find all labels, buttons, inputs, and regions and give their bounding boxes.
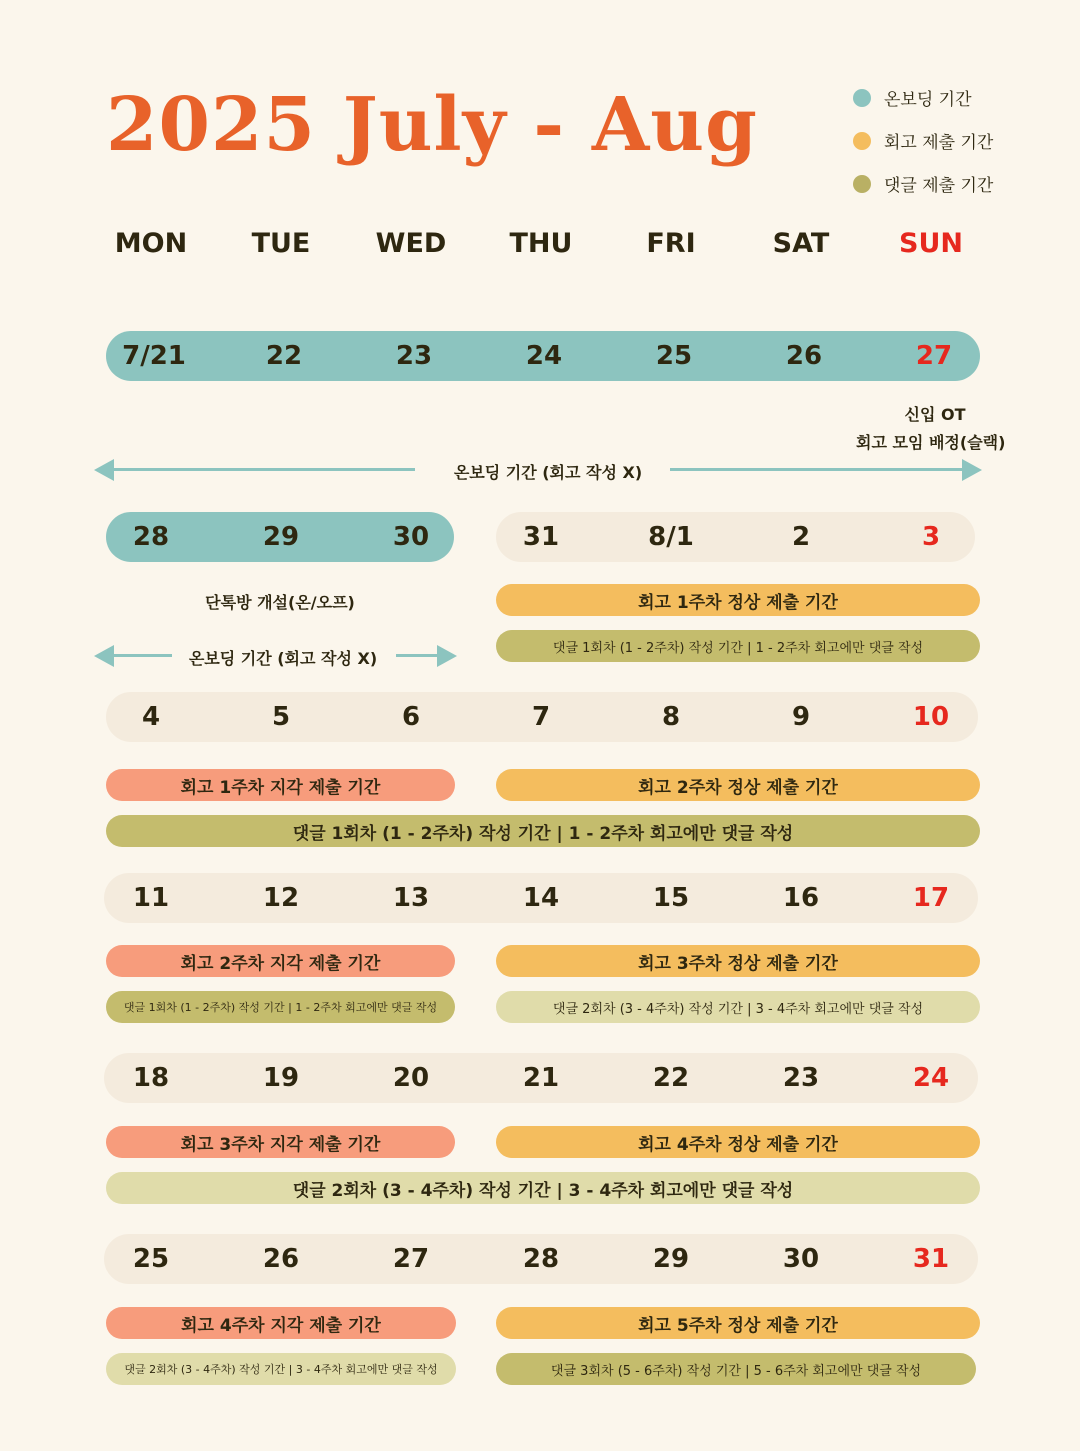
day-cell-sunday: 24 xyxy=(912,1063,950,1093)
legend-item-onboarding xyxy=(853,85,972,110)
legend-label: 온보딩 기간 xyxy=(884,90,972,110)
legend-dot-retro xyxy=(853,132,871,150)
day-cell-sunday: 10 xyxy=(912,702,950,732)
day-cell: 25 xyxy=(132,1244,170,1274)
note-open-room: 단톡방 개설(온/오프) xyxy=(205,593,355,612)
weekday-sat: SAT xyxy=(772,228,830,259)
day-cell: 29 xyxy=(652,1244,690,1274)
event-retro-4-regular: 회고 4주차 정상 제출 기간 xyxy=(496,1126,980,1158)
event-comment-2-tail: 댓글 2회차 (3 - 4주차) 작성 기간 | 3 - 4주차 회고에만 댓글 작성 xyxy=(106,1353,456,1385)
day-cell: 18 xyxy=(132,1063,170,1093)
weekday-fri: FRI xyxy=(646,228,696,259)
day-cell: 9 xyxy=(791,702,811,732)
event-retro-1-late: 회고 1주차 지각 제출 기간 xyxy=(106,769,455,801)
day-cell: 8/1 xyxy=(648,522,694,552)
day-cell: 16 xyxy=(782,883,820,913)
day-cell: 12 xyxy=(262,883,300,913)
day-cell-sunday: 27 xyxy=(915,341,953,371)
day-cell: 14 xyxy=(522,883,560,913)
day-cell: 7 xyxy=(531,702,551,732)
legend-label: 댓글 제출 기간 xyxy=(884,176,994,196)
arrow-line xyxy=(670,468,970,471)
weekday-wed: WED xyxy=(375,228,447,259)
note-onboarding-period-short: 온보딩 기간 (회고 작성 X) xyxy=(188,649,378,668)
event-retro-4-late: 회고 4주차 지각 제출 기간 xyxy=(106,1307,456,1339)
day-cell: 27 xyxy=(392,1244,430,1274)
weekday-tue: TUE xyxy=(251,228,311,259)
note-ot: 신입 OT xyxy=(904,405,966,424)
event-comment-1-tail: 댓글 1회차 (1 - 2주차) 작성 기간 | 1 - 2주차 회고에만 댓글 작성 xyxy=(106,991,455,1023)
day-cell-sunday: 17 xyxy=(912,883,950,913)
day-cell: 26 xyxy=(262,1244,300,1274)
day-cell: 28 xyxy=(132,522,170,552)
event-retro-2-regular: 회고 2주차 정상 제출 기간 xyxy=(496,769,980,801)
day-cell: 24 xyxy=(525,341,563,371)
day-cell: 19 xyxy=(262,1063,300,1093)
event-retro-2-late: 회고 2주차 지각 제출 기간 xyxy=(106,945,455,977)
day-cell: 30 xyxy=(392,522,430,552)
event-retro-3-regular: 회고 3주차 정상 제출 기간 xyxy=(496,945,980,977)
day-cell-sunday: 3 xyxy=(921,522,941,552)
arrow-right-icon xyxy=(437,645,457,667)
day-cell: 22 xyxy=(652,1063,690,1093)
event-comment-1: 댓글 1회차 (1 - 2주차) 작성 기간 | 1 - 2주차 회고에만 댓글 작성 xyxy=(496,630,980,662)
day-cell: 22 xyxy=(265,341,303,371)
note-onboarding-period: 온보딩 기간 (회고 작성 X) xyxy=(453,463,643,482)
event-retro-5-regular: 회고 5주차 정상 제출 기간 xyxy=(496,1307,980,1339)
day-cell: 20 xyxy=(392,1063,430,1093)
arrow-line xyxy=(396,654,442,657)
day-cell: 29 xyxy=(262,522,300,552)
day-cell: 15 xyxy=(652,883,690,913)
day-cell: 11 xyxy=(132,883,170,913)
calendar-title: 2025 July - Aug xyxy=(106,82,758,168)
day-cell: 23 xyxy=(782,1063,820,1093)
day-cell-sunday: 31 xyxy=(912,1244,950,1274)
arrow-line xyxy=(110,654,172,657)
weekday-thu: THU xyxy=(509,228,573,259)
day-cell: 25 xyxy=(655,341,693,371)
day-cell: 28 xyxy=(522,1244,560,1274)
legend-dot-comment xyxy=(853,175,871,193)
event-retro-1-regular: 회고 1주차 정상 제출 기간 xyxy=(496,584,980,616)
day-cell: 4 xyxy=(141,702,161,732)
day-cell: 30 xyxy=(782,1244,820,1274)
day-cell: 23 xyxy=(395,341,433,371)
legend-item-comment xyxy=(853,171,993,196)
weekday-mon: MON xyxy=(114,228,188,259)
weekday-sun: SUN xyxy=(899,228,963,259)
arrow-right-icon xyxy=(962,459,982,481)
day-cell: 8 xyxy=(661,702,681,732)
day-cell: 6 xyxy=(401,702,421,732)
day-cell: 5 xyxy=(271,702,291,732)
event-retro-3-late: 회고 3주차 지각 제출 기간 xyxy=(106,1126,455,1158)
day-cell: 13 xyxy=(392,883,430,913)
event-comment-2: 댓글 2회차 (3 - 4주차) 작성 기간 | 3 - 4주차 회고에만 댓글 작성 xyxy=(496,991,980,1023)
day-cell: 31 xyxy=(522,522,560,552)
note-group-assign: 회고 모임 배정(슬랙) xyxy=(856,433,1006,452)
day-cell: 7/21 xyxy=(122,341,186,371)
legend-label: 회고 제출 기간 xyxy=(884,133,994,153)
legend-item-retro xyxy=(853,128,993,153)
event-comment-2-full: 댓글 2회차 (3 - 4주차) 작성 기간 | 3 - 4주차 회고에만 댓글 작성 xyxy=(106,1172,980,1204)
event-comment-1-full: 댓글 1회차 (1 - 2주차) 작성 기간 | 1 - 2주차 회고에만 댓글 작성 xyxy=(106,815,980,847)
legend-dot-onboarding xyxy=(853,89,871,107)
day-cell: 26 xyxy=(785,341,823,371)
event-comment-3: 댓글 3회차 (5 - 6주차) 작성 기간 | 5 - 6주차 회고에만 댓글 작성 xyxy=(496,1353,976,1385)
arrow-line xyxy=(110,468,415,471)
day-cell: 2 xyxy=(791,522,811,552)
day-cell: 21 xyxy=(522,1063,560,1093)
